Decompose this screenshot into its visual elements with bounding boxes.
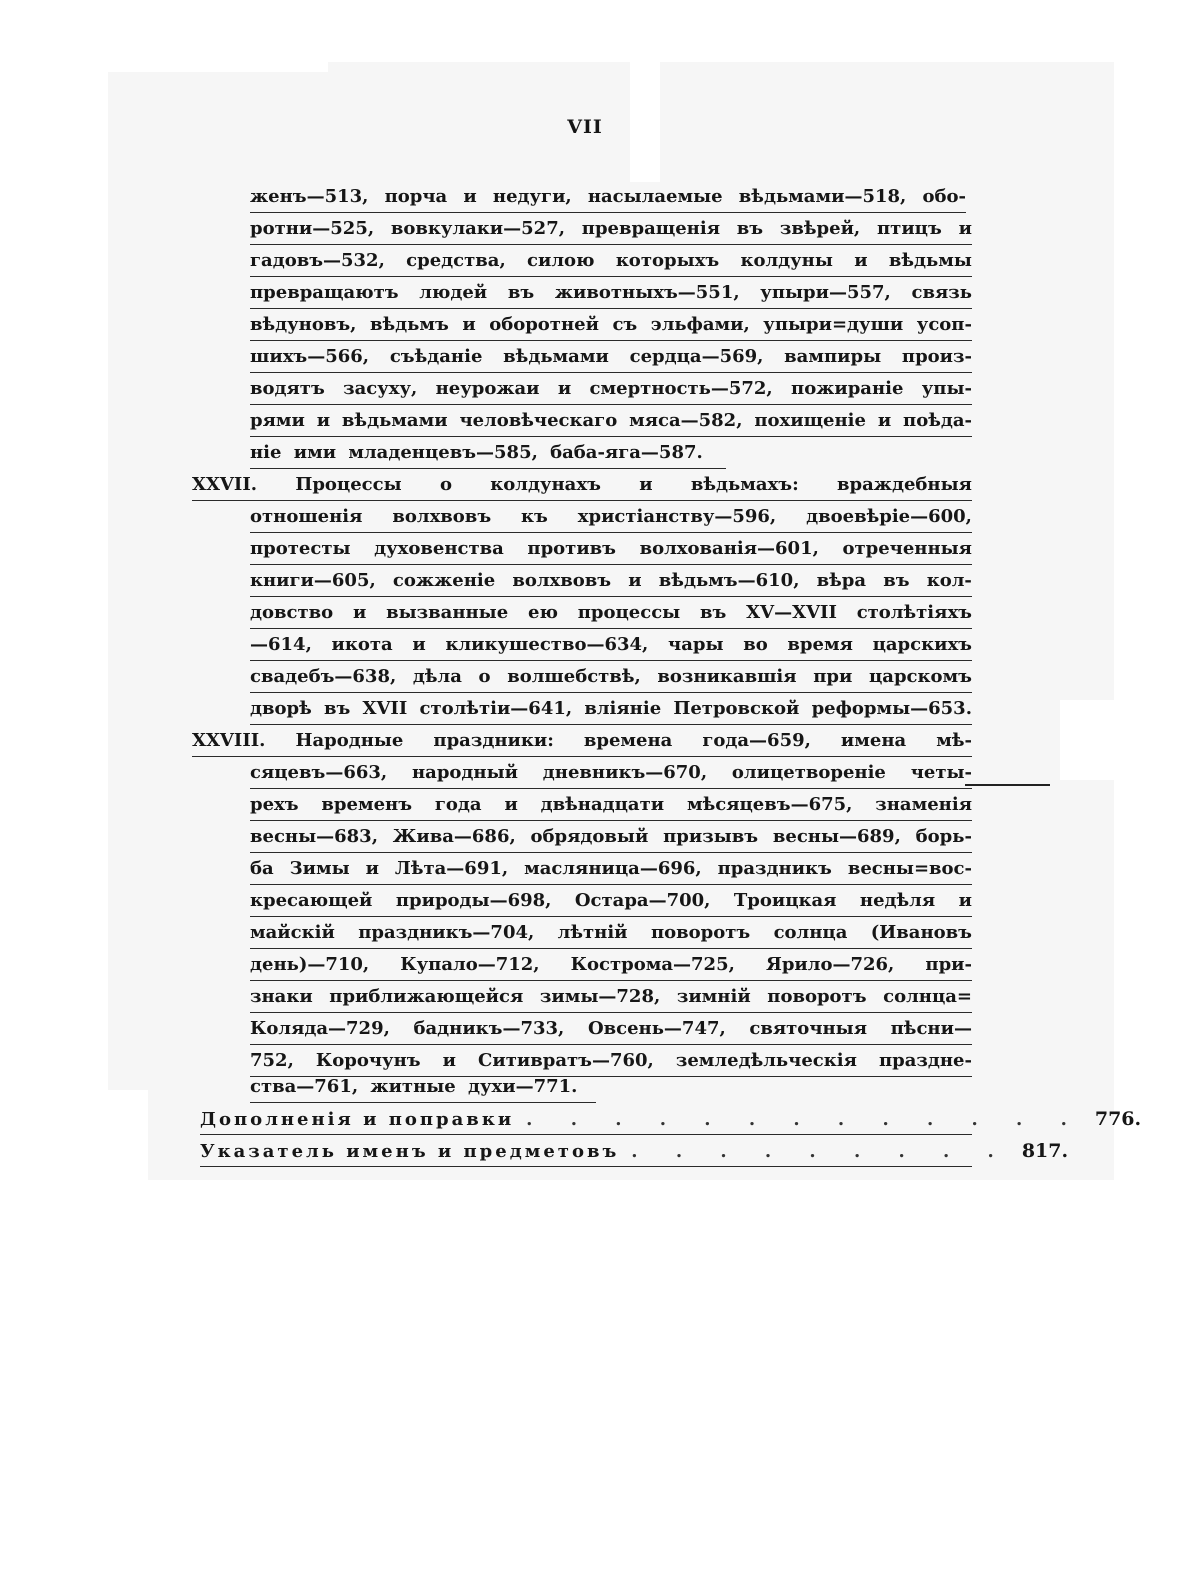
index-line: довство и вызванные ею процессы въ XV—XVII столѣтіяхъ	[250, 598, 972, 629]
toc-leader-dots: . . . . . . . . . . . . .	[526, 1109, 1083, 1130]
index-line: XXVIII. Народные праздники: времена года—659, имена мѣ-	[192, 726, 972, 757]
index-line: 752, Корочунъ и Ситивратъ—760, земледѣльческія праздне-	[250, 1046, 972, 1077]
index-line: Коляда—729, бадникъ—733, Овсень—747, святочныя пѣсни—	[250, 1014, 972, 1045]
toc-page-number: 776.	[1094, 1108, 1142, 1130]
index-line: ба Зимы и Лѣта—691, масляница—696, праздникъ весны=вос-	[250, 854, 972, 885]
index-line: водятъ засуху, неурожаи и смертность—572, пожираніе упы-	[250, 374, 972, 405]
index-line: свадебъ—638, дѣла о волшебствѣ, возникавшія при царскомъ	[250, 662, 972, 693]
toc-entry	[200, 1136, 1069, 1167]
index-line: майскій праздникъ—704, лѣтній поворотъ солнца (Ивановъ	[250, 918, 972, 949]
toc-label: Дополненія и поправки	[200, 1109, 515, 1130]
index-line: женъ—513, порча и недуги, насылаемые вѣдьмами—518, обо-	[250, 182, 966, 213]
index-line: рехъ временъ года и двѣнадцати мѣсяцевъ—675, знаменія	[250, 790, 972, 821]
toc-label: Указатель именъ и предметовъ	[200, 1141, 620, 1162]
toc-page-number: 817.	[1021, 1140, 1069, 1162]
index-line: весны—683, Жива—686, обрядовый призывъ весны—689, борь-	[250, 822, 972, 853]
toc-leader-dots: . . . . . . . . .	[631, 1141, 1010, 1162]
index-line: вѣдуновъ, вѣдьмъ и оборотней съ эльфами, упыри=души усоп-	[250, 310, 972, 341]
index-line: отношенія волхвовъ къ христіанству—596, двоевѣріе—600,	[250, 502, 972, 533]
index-line: шихъ—566, съѣданіе вѣдьмами сердца—569, вампиры произ-	[250, 342, 972, 373]
toc-entry	[200, 1104, 1142, 1135]
index-line: рями и вѣдьмами человѣческаго мяса—582, похищеніе и поѣда-	[250, 406, 972, 437]
page-number: VII	[567, 116, 603, 138]
index-line: знаки приближающейся зимы—728, зимній поворотъ солнца=	[250, 982, 972, 1013]
index-line: протесты духовенства противъ волхованія—601, отреченныя	[250, 534, 972, 565]
index-line: ротни—525, вовкулаки—527, превращенія въ звѣрей, птицъ и	[250, 214, 972, 245]
index-line: кресающей природы—698, Остара—700, Троицкая недѣля и	[250, 886, 972, 917]
index-line: день)—710, Купало—712, Кострома—725, Ярило—726, при-	[250, 950, 972, 981]
index-line: ства—761, житные духи—771.	[250, 1072, 596, 1103]
stray-rule	[965, 784, 1050, 786]
index-line: —614, икота и кликушество—634, чары во время царскихъ	[250, 630, 972, 661]
index-line: сяцевъ—663, народный дневникъ—670, олицетвореніе четы-	[250, 758, 972, 789]
index-line: дворѣ въ XVII столѣтіи—641, вліяніе Петровской реформы—653.	[250, 694, 972, 725]
index-line: превращаютъ людей въ животныхъ—551, упыри—557, связь	[250, 278, 972, 309]
index-line: книги—605, сожженіе волхвовъ и вѣдьмъ—610, вѣра въ кол-	[250, 566, 972, 597]
index-line: ніе ими младенцевъ—585, баба-яга—587.	[250, 438, 726, 469]
index-line: XXVII. Процессы о колдунахъ и вѣдьмахъ: враждебныя	[192, 470, 972, 501]
index-line: гадовъ—532, средства, силою которыхъ колдуны и вѣдьмы	[250, 246, 972, 277]
